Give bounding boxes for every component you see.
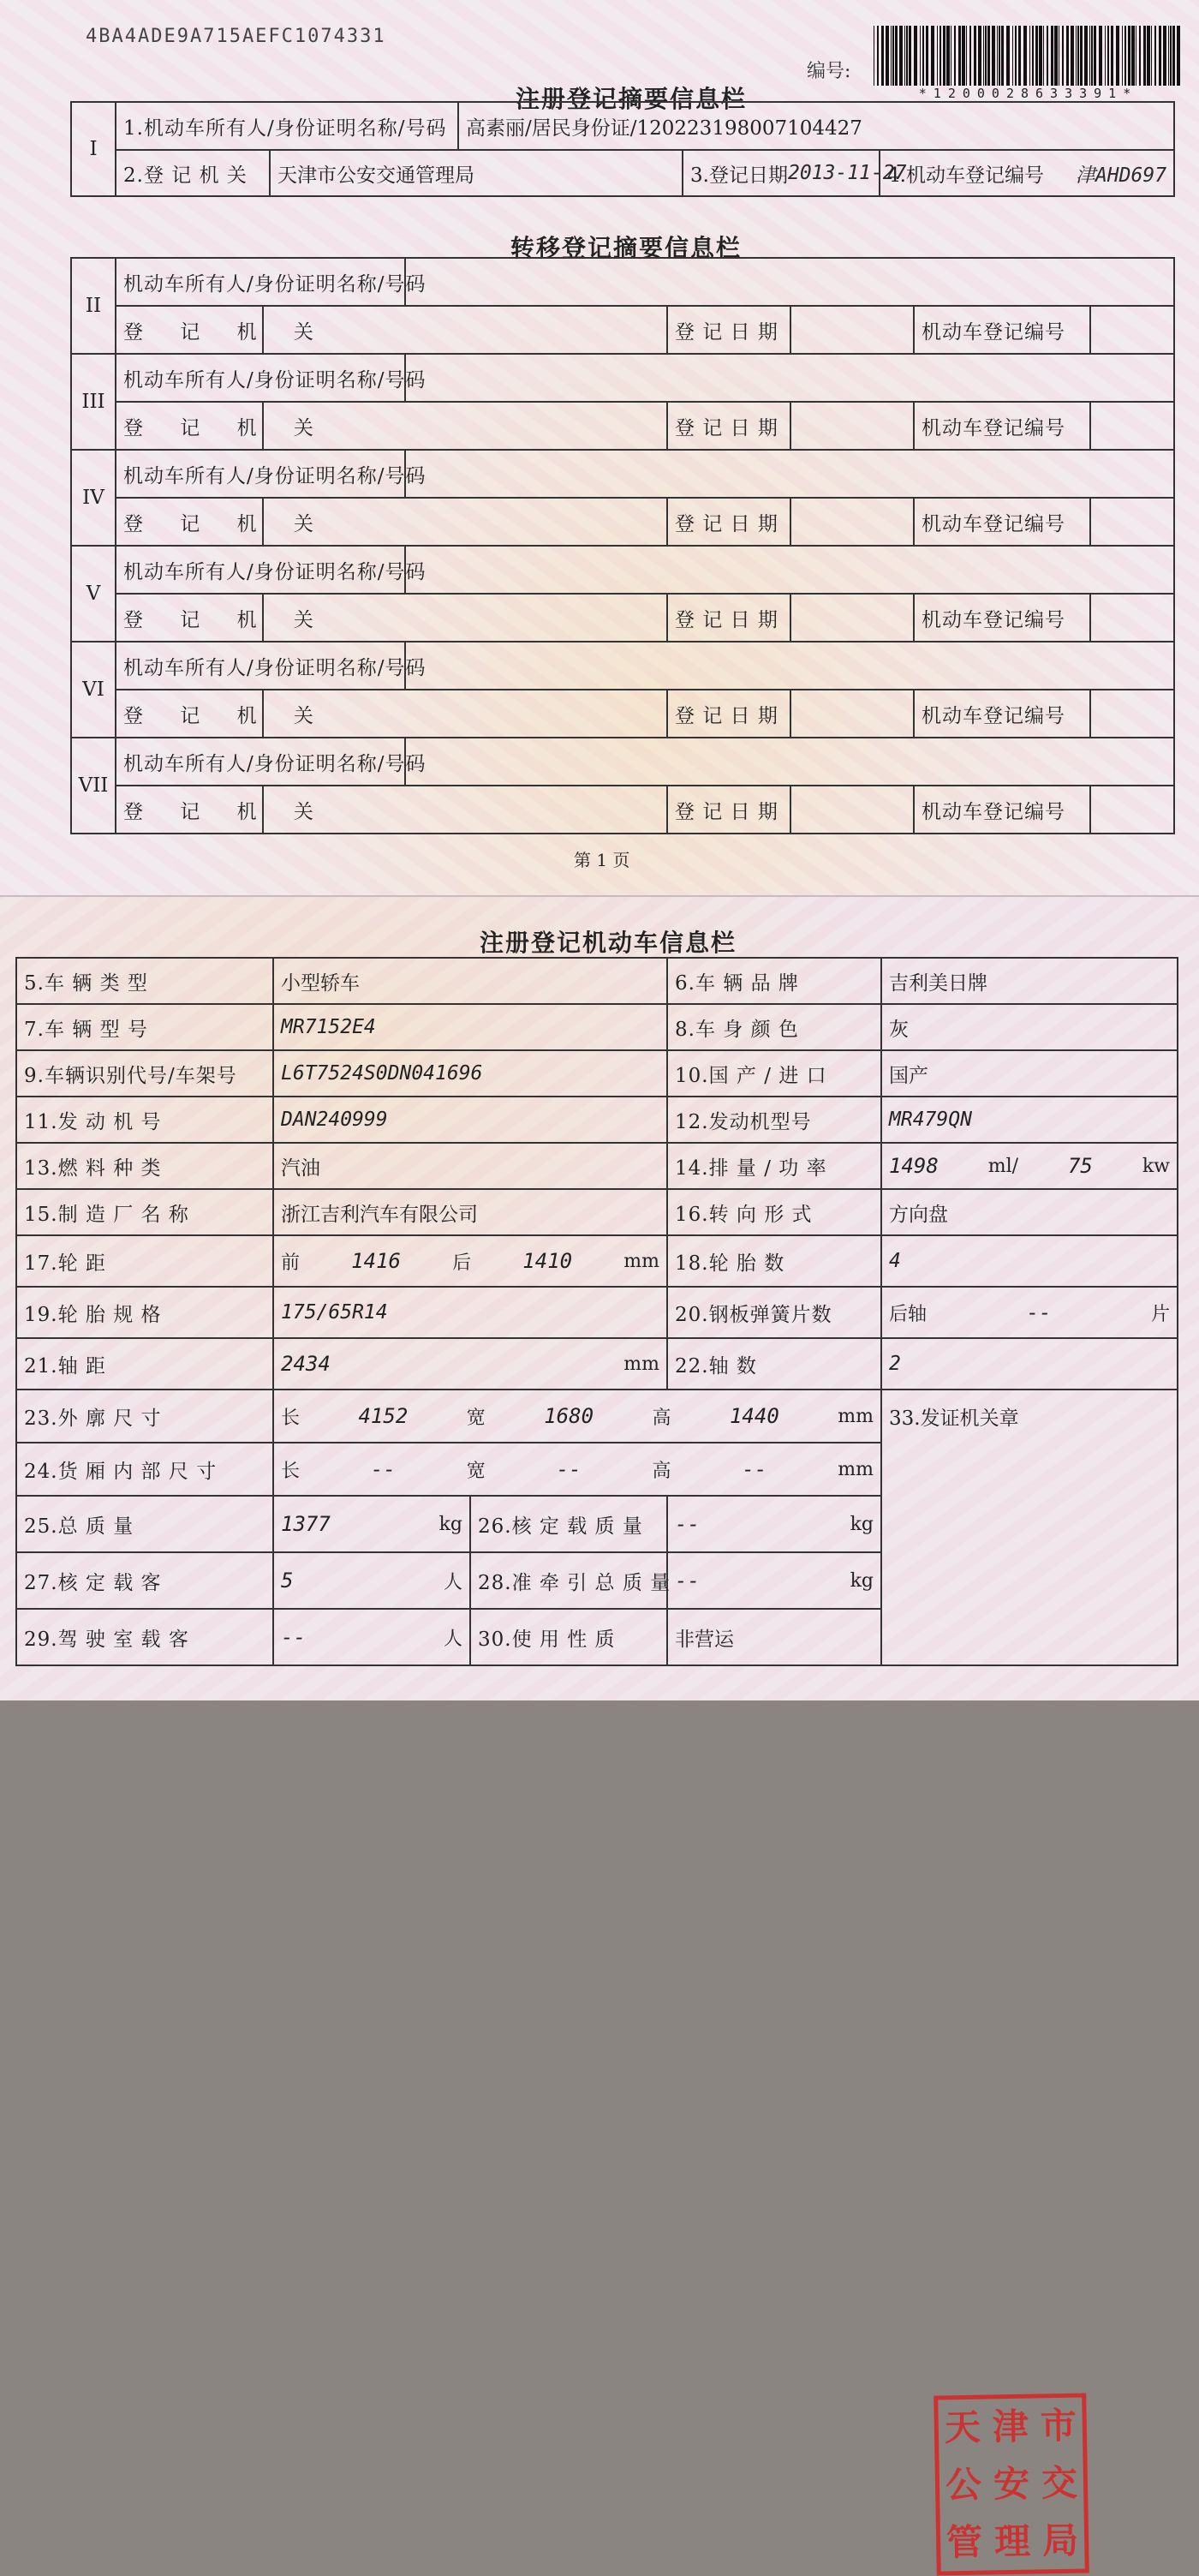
f28-unit: kg: [850, 1569, 874, 1592]
seal-char: 公: [945, 2463, 982, 2507]
section-roman: IV: [71, 450, 116, 546]
transfer-date-value: [790, 594, 914, 642]
f20-prefix: 后轴: [889, 1303, 928, 1325]
f14-kw: 75: [1067, 1154, 1093, 1178]
f10-value: 国产: [881, 1050, 1178, 1097]
f29-unit: 人: [443, 1628, 462, 1650]
section-roman: II: [71, 258, 116, 354]
f30-value: 非营运: [667, 1609, 881, 1665]
seal-char: 天: [944, 2406, 981, 2449]
f6-label: 6.车 辆 品 牌: [667, 958, 881, 1004]
f17-rear-label: 后: [452, 1252, 472, 1274]
f30-label: 30.使 用 性 质: [470, 1609, 667, 1665]
f27-label: 27.核 定 载 客: [16, 1552, 273, 1609]
owner-value: 高素丽/居民身份证/120223198007104427: [458, 102, 1174, 150]
transfer-regno-label: 机动车登记编号: [914, 594, 1090, 642]
f24-hei: --: [742, 1457, 767, 1481]
transfer-regno-label: 机动车登记编号: [914, 690, 1090, 738]
f23-unit: mm: [838, 1405, 874, 1427]
transfer-owner-value: [405, 258, 1174, 306]
f33-label: 33.发证机关章: [889, 1408, 1019, 1430]
seal-char: 管: [945, 2520, 983, 2563]
f14-unit-ml: ml/: [987, 1155, 1019, 1177]
transfer-owner-label: 机动车所有人/身份证明名称/号码: [116, 258, 405, 306]
seal-char: 津: [992, 2405, 1029, 2448]
vehicle-info-table: [15, 957, 1178, 1666]
f25-unit: kg: [438, 1513, 462, 1535]
f14-unit-kw: kw: [1142, 1155, 1170, 1177]
authority-label: 2.登 记 机 关: [116, 150, 270, 196]
f27-value: [273, 1552, 470, 1609]
f23-len: 4152: [358, 1404, 409, 1428]
f18-value: 4: [881, 1235, 1178, 1287]
f29-number: --: [281, 1625, 306, 1649]
transfer-owner-value: [405, 738, 1174, 786]
transfer-owner-label: 机动车所有人/身份证明名称/号码: [116, 546, 405, 594]
transfer-summary-title: 转移登记摘要信息栏: [510, 234, 743, 262]
transfer-regno-value: [1090, 594, 1174, 642]
date-cell: [683, 150, 907, 196]
transfer-date-value: [790, 306, 914, 354]
f13-label: 13.燃 料 种 类: [16, 1143, 273, 1189]
registration-summary-title: 注册登记摘要信息栏: [516, 85, 748, 113]
f21-number: 2434: [281, 1352, 331, 1376]
f14-value: [881, 1143, 1178, 1189]
section-roman: VII: [71, 738, 116, 834]
transfer-regno-value: [1090, 690, 1174, 738]
authority-value: 天津市公安交通管理局: [270, 150, 683, 196]
f26-number: --: [675, 1512, 700, 1536]
transfer-date-label: 登 记 日 期: [667, 306, 790, 354]
vehicle-info-title: 注册登记机动车信息栏: [480, 929, 737, 957]
transfer-owner-value: [405, 354, 1174, 402]
transfer-regno-value: [1090, 306, 1174, 354]
section-roman: V: [71, 546, 116, 642]
transfer-authority-label: 登 记 机 关: [116, 306, 263, 354]
f12-label: 12.发动机型号: [667, 1097, 881, 1143]
f24-len: --: [370, 1457, 396, 1481]
transfer-regno-value: [1090, 786, 1174, 834]
f20-value: [881, 1287, 1178, 1338]
f27-number: 5: [281, 1569, 294, 1593]
f17-unit: mm: [623, 1250, 659, 1272]
f23-hei: 1440: [729, 1404, 779, 1428]
f28-label: 28.准 牵 引 总 质 量: [470, 1552, 667, 1609]
f9-label: 9.车辆识别代号/车架号: [16, 1050, 273, 1097]
transfer-regno-value: [1090, 498, 1174, 546]
transfer-owner-label: 机动车所有人/身份证明名称/号码: [116, 450, 405, 498]
f14-label: 14.排 量 / 功 率: [667, 1143, 881, 1189]
f22-value: 2: [881, 1338, 1178, 1390]
transfer-authority-label: 登 记 机 关: [116, 498, 263, 546]
f20-count: --: [1026, 1300, 1052, 1324]
f26-unit: kg: [850, 1513, 874, 1535]
f17-front-label: 前: [281, 1252, 301, 1274]
transfer-owner-value: [405, 450, 1174, 498]
f20-unit: 片: [1150, 1303, 1170, 1325]
f33-cell: [881, 1390, 1178, 1665]
f25-label: 25.总 质 量: [16, 1496, 273, 1552]
transfer-regno-label: 机动车登记编号: [914, 306, 1090, 354]
transfer-authority-label: 登 记 机 关: [116, 786, 263, 834]
f23-label: 23.外 廓 尺 寸: [16, 1390, 273, 1443]
f8-value: 灰: [881, 1004, 1178, 1050]
f16-label: 16.转 向 形 式: [667, 1189, 881, 1235]
regno-value: 津AHD697: [1075, 164, 1167, 187]
transfer-authority-label: 登 记 机 关: [116, 690, 263, 738]
seal-char: 市: [1040, 2404, 1077, 2447]
f29-value: [273, 1609, 470, 1665]
f15-label: 15.制 造 厂 名 称: [16, 1189, 273, 1235]
transfer-authority-label: 登 记 机 关: [116, 594, 263, 642]
certificate-page-1: [0, 0, 1199, 895]
transfer-date-label: 登 记 日 期: [667, 690, 790, 738]
transfer-date-label: 登 记 日 期: [667, 498, 790, 546]
f24-value: [273, 1443, 881, 1496]
f8-label: 8.车 身 颜 色: [667, 1004, 881, 1050]
f17-rear: 1410: [522, 1249, 573, 1273]
f16-value: 方向盘: [881, 1189, 1178, 1235]
f25-value: [273, 1496, 470, 1552]
transfer-date-label: 登 记 日 期: [667, 594, 790, 642]
transfer-regno-value: [1090, 402, 1174, 450]
f19-value: 175/65R14: [273, 1287, 667, 1338]
f10-label: 10.国 产 / 进 口: [667, 1050, 881, 1097]
official-seal: [934, 2393, 1089, 2575]
f7-label: 7.车 辆 型 号: [16, 1004, 273, 1050]
transfer-date-value: [790, 690, 914, 738]
transfer-date-label: 登 记 日 期: [667, 402, 790, 450]
transfer-date-value: [790, 402, 914, 450]
f9-value: L6T7524S0DN041696: [273, 1050, 667, 1097]
seal-char: 交: [1041, 2461, 1078, 2505]
f14-ml: 1498: [889, 1154, 939, 1178]
f5-value: 小型轿车: [273, 958, 667, 1004]
transfer-authority-label: 登 记 机 关: [116, 402, 263, 450]
transfer-owner-label: 机动车所有人/身份证明名称/号码: [116, 354, 405, 402]
f17-front: 1416: [351, 1249, 401, 1273]
f18-label: 18.轮 胎 数: [667, 1235, 881, 1287]
f21-value: [273, 1338, 667, 1390]
barcode-label: 编号:: [807, 61, 851, 82]
f20-label: 20.钢板弹簧片数: [667, 1287, 881, 1338]
f21-unit: mm: [623, 1353, 659, 1375]
transfer-owner-label: 机动车所有人/身份证明名称/号码: [116, 642, 405, 690]
seal-char: 理: [993, 2519, 1031, 2563]
f24-hei-label: 高: [652, 1460, 671, 1482]
transfer-regno-label: 机动车登记编号: [914, 498, 1090, 546]
barcode-number: *1200028633391*: [918, 86, 1138, 101]
transfer-date-value: [790, 498, 914, 546]
f12-value: MR479QN: [881, 1097, 1178, 1143]
seal-char: 安: [993, 2462, 1030, 2506]
date-label: 3.登记日期: [690, 164, 788, 187]
seal-char: 局: [1041, 2519, 1079, 2562]
serial-number: 4BA4ADE9A715AEFC1074331: [86, 26, 386, 47]
transfer-regno-label: 机动车登记编号: [914, 786, 1090, 834]
barcode-icon: [872, 26, 1184, 86]
f26-label: 26.核 定 载 质 量: [470, 1496, 667, 1552]
f28-number: --: [675, 1569, 700, 1593]
f5-label: 5.车 辆 类 型: [16, 958, 273, 1004]
page-number: 第 1 页: [574, 850, 630, 870]
f26-value: [667, 1496, 881, 1552]
regno-label: 4.机动车登记编号: [887, 164, 1044, 187]
f17-value: [273, 1235, 667, 1287]
section-roman: III: [71, 354, 116, 450]
f28-value: [667, 1552, 881, 1609]
transfer-date-value: [790, 786, 914, 834]
registration-summary-table: [70, 101, 1175, 197]
f23-wid: 1680: [544, 1404, 594, 1428]
f23-hei-label: 高: [652, 1407, 671, 1429]
transfer-summary-table: [70, 257, 1175, 834]
f11-label: 11.发 动 机 号: [16, 1097, 273, 1143]
f24-unit: mm: [838, 1458, 874, 1480]
f24-label: 24.货 厢 内 部 尺 寸: [16, 1443, 273, 1496]
transfer-regno-label: 机动车登记编号: [914, 402, 1090, 450]
section-roman-i: I: [71, 102, 116, 196]
f13-value: 汽油: [273, 1143, 667, 1189]
f23-len-label: 长: [281, 1407, 301, 1429]
f11-value: DAN240999: [273, 1097, 667, 1143]
f21-label: 21.轴 距: [16, 1338, 273, 1390]
f7-value: MR7152E4: [273, 1004, 667, 1050]
regno-cell: [880, 150, 1174, 196]
f23-wid-label: 宽: [466, 1407, 486, 1429]
f17-label: 17.轮 距: [16, 1235, 273, 1287]
f24-wid-label: 宽: [466, 1460, 486, 1482]
section-roman: VI: [71, 642, 116, 738]
f24-len-label: 长: [281, 1460, 301, 1482]
f22-label: 22.轴 数: [667, 1338, 881, 1390]
transfer-date-label: 登 记 日 期: [667, 786, 790, 834]
f15-value: 浙江吉利汽车有限公司: [273, 1189, 667, 1235]
transfer-owner-value: [405, 642, 1174, 690]
f29-label: 29.驾 驶 室 载 客: [16, 1609, 273, 1665]
transfer-owner-label: 机动车所有人/身份证明名称/号码: [116, 738, 405, 786]
owner-label: 1.机动车所有人/身份证明名称/号码: [116, 102, 458, 150]
f24-wid: --: [556, 1457, 582, 1481]
f25-number: 1377: [281, 1512, 331, 1536]
f27-unit: 人: [443, 1571, 462, 1593]
f23-value: [273, 1390, 881, 1443]
f19-label: 19.轮 胎 规 格: [16, 1287, 273, 1338]
transfer-owner-value: [405, 546, 1174, 594]
date-value: 2013-11-27: [787, 162, 907, 184]
certificate-page-2: [0, 895, 1199, 2563]
f6-value: 吉利美日牌: [881, 958, 1178, 1004]
